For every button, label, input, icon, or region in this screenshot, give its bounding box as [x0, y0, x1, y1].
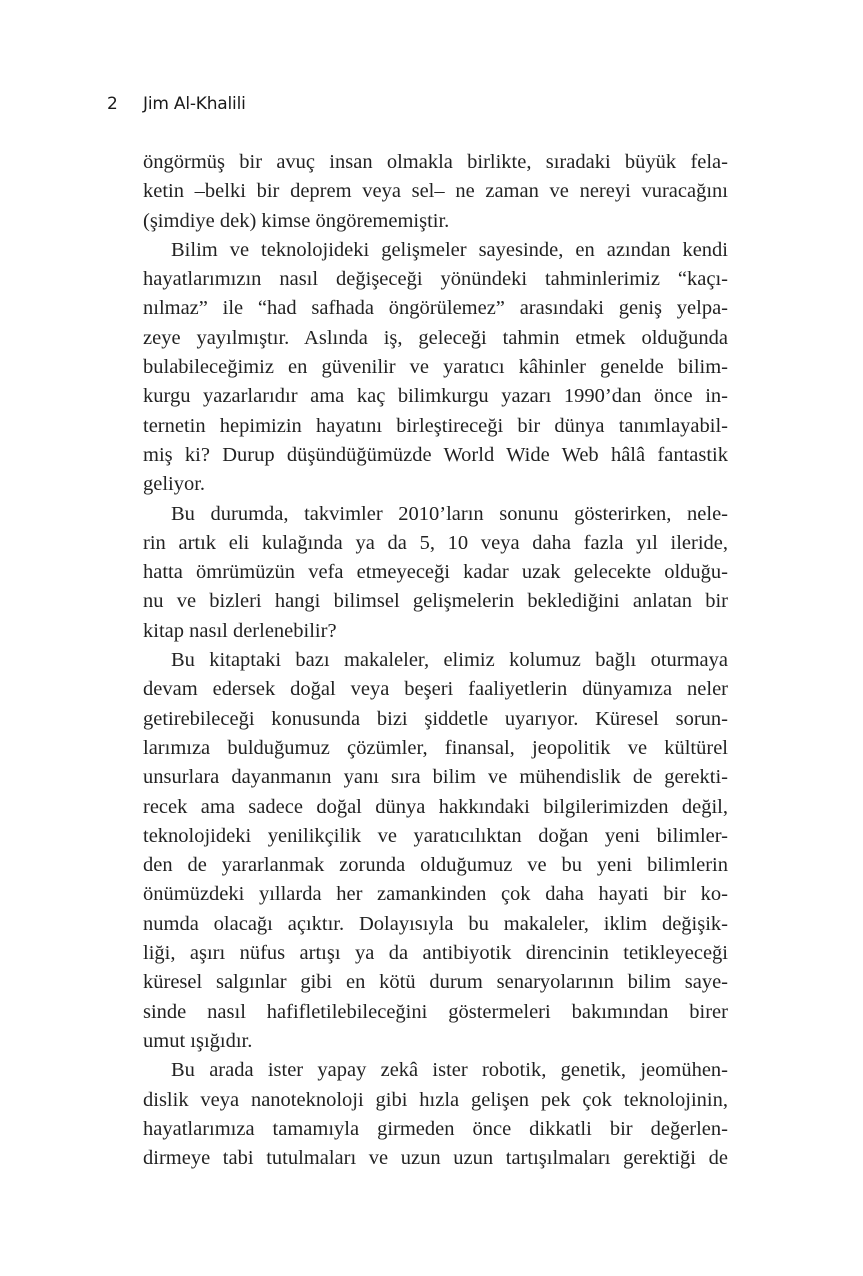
text-line: larımıza bulduğumuz çözümler, finansal, jeopolitik ve kültürel: [143, 736, 728, 759]
text-line: numda olacağı açıktır. Dolayısıyla bu makaleler, iklim değişik-: [143, 912, 728, 935]
text-line: unsurlara dayanmanın yanı sıra bilim ve mühendislik de gerekti-: [143, 766, 728, 789]
text-line: hayatlarımızın nasıl değişeceği yönündeki tahminlerimiz “kaçı-: [143, 268, 728, 291]
text-line: umut ışığıdır.: [143, 1029, 253, 1052]
text-line: hatta ömrümüzün vefa etmeyeceği kadar uzak gelecekte olduğu-: [143, 561, 728, 584]
text-line: kitap nasıl derlenebilir?: [143, 619, 337, 642]
text-line: küresel salgınlar gibi en kötü durum senaryolarının bilim saye-: [143, 971, 728, 994]
text-line: geliyor.: [143, 473, 206, 496]
page-number: 2: [107, 94, 118, 114]
text-line: den de yararlanmak zorunda olduğumuz ve bu yeni bilimlerin: [143, 854, 728, 877]
text-line: ketin –belki bir deprem veya sel– ne zaman ve nereyi vuracağını: [143, 180, 728, 203]
text-line: liği, aşırı nüfus artışı ya da antibiyotik direncinin tetikleyeceği: [143, 942, 728, 965]
text-line: teknolojideki yenilikçilik ve yaratıcılıktan doğan yeni bilimler-: [143, 824, 728, 847]
text-line: hayatlarımıza tamamıyla girmeden önce dikkatli bir değerlen-: [143, 1117, 728, 1140]
text-line: nu ve bizleri hangi bilimsel gelişmelerin beklediğini anlatan bir: [143, 590, 728, 613]
text-line: nılmaz” ile “had safhada öngörülemez” arasındaki geniş yelpa-: [143, 297, 728, 320]
text-line: Bu kitaptaki bazı makaleler, elimiz kolumuz bağlı oturmaya: [171, 649, 728, 672]
text-line: öngörmüş bir avuç insan olmakla birlikte, sıradaki büyük fela-: [143, 151, 728, 173]
body-text: [143, 148, 728, 1173]
text-line: Bilim ve teknolojideki gelişmeler sayesinde, en azından kendi: [171, 238, 728, 261]
text-line: önümüzdeki yıllarda her zamankinden çok daha hayati bir ko-: [143, 883, 728, 906]
text-line: recek ama sadece doğal dünya hakkındaki bilgilerimizden değil,: [143, 795, 728, 818]
text-line: bulabileceğimiz en güvenilir ve yaratıcı kâhinler genelde bilim-: [143, 356, 728, 379]
text-line: zeye yayılmıştır. Aslında iş, geleceği tahmin etmek olduğunda: [143, 326, 728, 349]
text-line: ternetin hepimizin hayatını birleştireceği bir dünya tanımlayabil-: [143, 414, 728, 437]
text-line: dirmeye tabi tutulmaları ve uzun uzun tartışılmaları gerektiği de: [143, 1147, 728, 1170]
text-line: getirebileceği konusunda bizi şiddetle uyarıyor. Küresel sorun-: [143, 707, 728, 730]
text-line: kurgu yazarlarıdır ama kaç bilimkurgu yazarı 1990’dan önce in-: [143, 385, 728, 408]
text-line: dislik veya nanoteknoloji gibi hızla gelişen pek çok teknolojinin,: [143, 1088, 728, 1111]
text-line: miş ki? Durup düşündüğümüzde World Wide Web hâlâ fantastik: [143, 443, 728, 466]
text-line: rin artık eli kulağında ya da 5, 10 veya daha fazla yıl ileride,: [143, 531, 728, 554]
text-line: Bu arada ister yapay zekâ ister robotik, genetik, jeomühen-: [171, 1059, 728, 1082]
text-line: devam edersek doğal veya beşeri faaliyetlerin dünyamıza neler: [143, 678, 728, 701]
author-name: Jim Al-Khalili: [143, 94, 246, 114]
text-line: sinde nasıl hafifletilebileceğini göstermeleri bakımından birer: [143, 1000, 728, 1023]
text-line: (şimdiye dek) kimse öngörememiştir.: [143, 209, 450, 232]
text-line: Bu durumda, takvimler 2010’ların sonunu gösterirken, nele-: [171, 502, 728, 525]
